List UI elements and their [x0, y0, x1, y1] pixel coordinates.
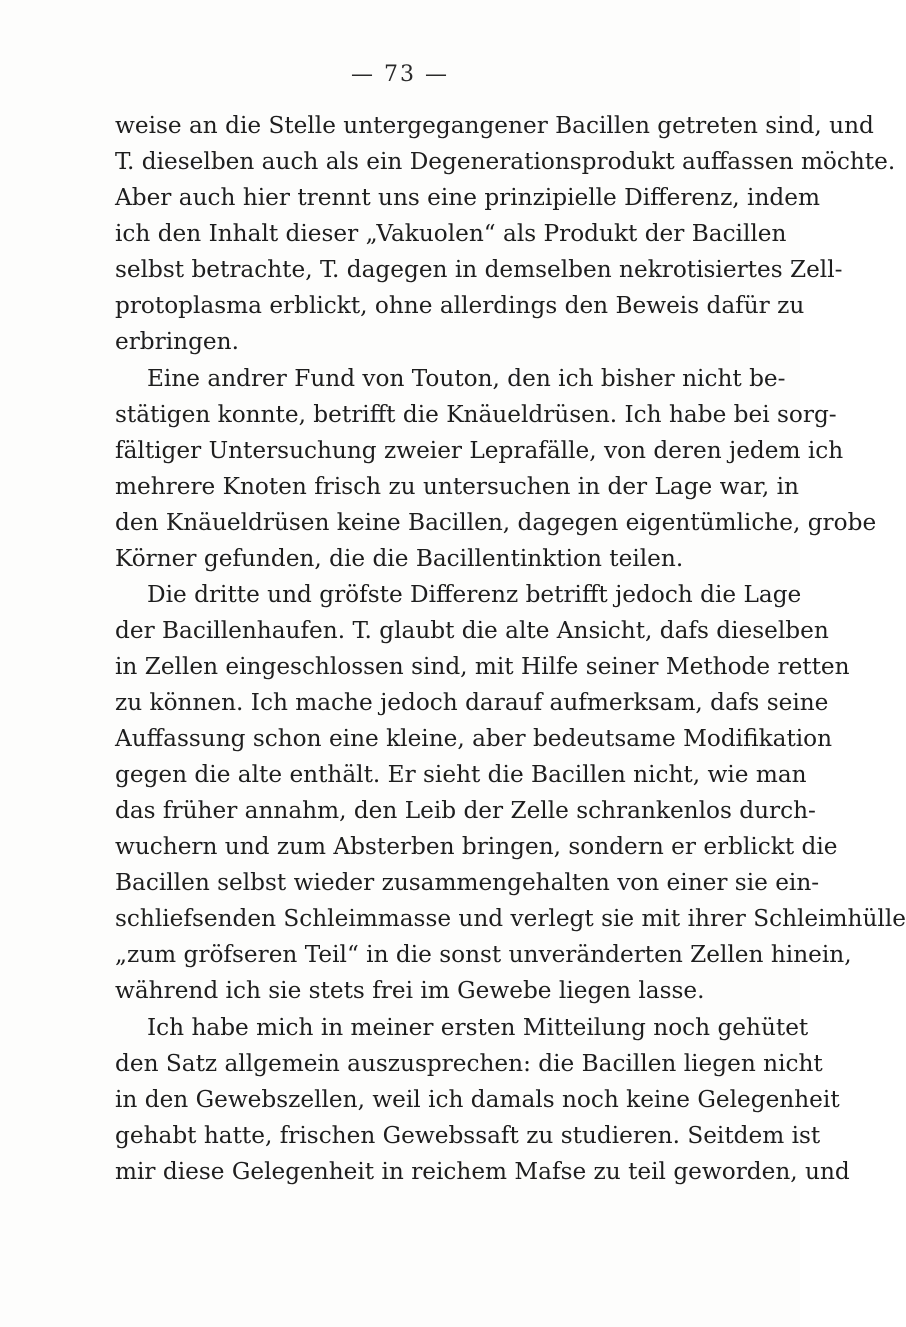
text-line: den Knäueldrüsen keine Bacillen, dagegen eigentümliche, grobe: [115, 508, 877, 536]
text-line: das früher annahm, den Leib der Zelle schrankenlos durch-: [115, 797, 816, 824]
text-line: schliefsenden Schleimmasse und verlegt sie mit ihrer Schleimhülle: [115, 905, 906, 932]
text-line: Auffassung schon eine kleine, aber bedeutsame Modifikation: [115, 725, 833, 752]
text-line: protoplasma erblickt, ohne allerdings den Beweis dafür zu: [115, 292, 805, 319]
text-line: den Satz allgemein auszusprechen: die Bacillen liegen nicht: [115, 1049, 823, 1077]
text-line: zu können. Ich mache jedoch darauf aufmerksam, dafs seine: [115, 689, 829, 716]
text-line: in den Gewebszellen, weil ich damals noch keine Gelegenheit: [115, 1085, 840, 1113]
text-line: in Zellen eingeschlossen sind, mit Hilfe seiner Methode retten: [115, 653, 850, 680]
text-line: während ich sie stets frei im Gewebe liegen lasse.: [115, 977, 705, 1004]
text-line: erbringen.: [115, 328, 239, 355]
text-line: Die dritte und gröfste Differenz betrifft jedoch die Lage: [147, 581, 802, 608]
paragraph-3: [115, 577, 906, 1009]
text-line: mehrere Knoten frisch zu untersuchen in der Lage war, in: [115, 472, 799, 500]
text-line: Ich habe mich in meiner ersten Mitteilung noch gehütet: [147, 1013, 809, 1041]
text-line: weise an die Stelle untergegangener Bacillen getreten sind, und: [115, 112, 874, 139]
text-line: „zum gröfseren Teil“ in die sonst unveränderten Zellen hinein,: [115, 941, 852, 968]
text-line: selbst betrachte, T. dagegen in demselben nekrotisiertes Zell-: [115, 256, 843, 283]
paragraph-4: [115, 1010, 850, 1190]
text-line: Körner gefunden, die die Bacillentinktion teilen.: [115, 544, 684, 572]
text-line: der Bacillenhaufen. T. glaubt die alte Ansicht, dafs dieselben: [115, 617, 829, 644]
text-line: ich den Inhalt dieser „Vakuolen“ als Produkt der Bacillen: [115, 220, 787, 247]
text-line: mir diese Gelegenheit in reichem Mafse zu teil geworden, und: [115, 1157, 850, 1185]
text-line: gehabt hatte, frischen Gewebssaft zu studieren. Seitdem ist: [115, 1121, 821, 1149]
text-line: T. dieselben auch als ein Degenerationsprodukt auffassen möchte.: [115, 148, 896, 175]
text-line: stätigen konnte, betrifft die Knäueldrüsen. Ich habe bei sorg-: [115, 400, 837, 428]
paragraph-2: [115, 361, 877, 577]
page-number: — 73 —: [351, 62, 449, 87]
text-line: Aber auch hier trennt uns eine prinzipielle Differenz, indem: [115, 184, 820, 211]
text-line: gegen die alte enthält. Er sieht die Bacillen nicht, wie man: [115, 761, 807, 788]
text-line: Eine andrer Fund von Touton, den ich bisher nicht be-: [147, 364, 786, 392]
body-text: [115, 108, 906, 1190]
text-line: wuchern und zum Absterben bringen, sondern er erblickt die: [115, 833, 838, 860]
paragraph-1: [115, 108, 896, 360]
text-line: fältiger Untersuchung zweier Leprafälle, von deren jedem ich: [115, 436, 844, 464]
text-line: Bacillen selbst wieder zusammengehalten von einer sie ein-: [115, 869, 820, 896]
